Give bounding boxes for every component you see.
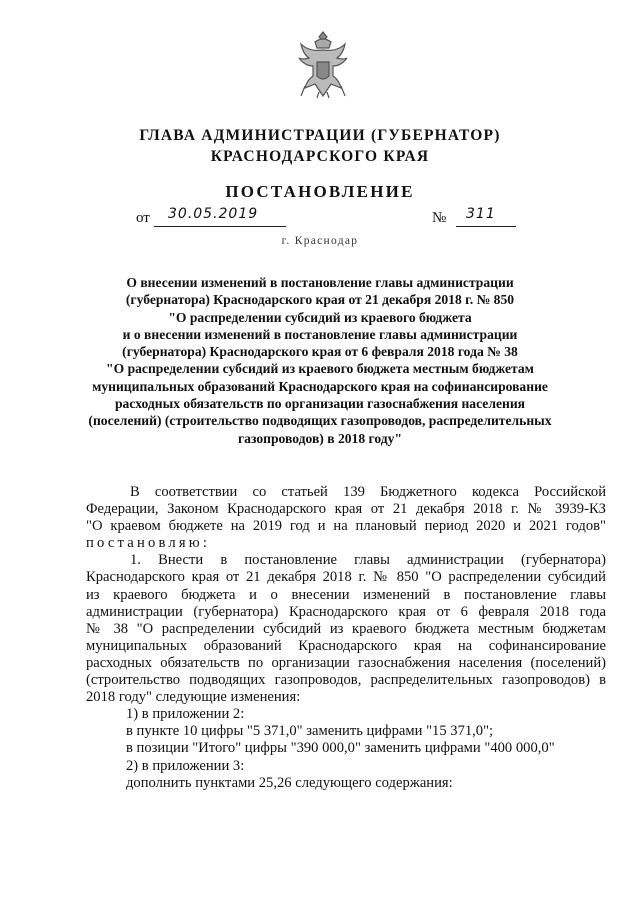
item-line: из краевого бюджета и о внесении изменений в постановление главы bbox=[86, 586, 606, 603]
title-line: "О распределении субсидий из краевого бюджета bbox=[168, 309, 472, 325]
subitem-1a: в пункте 10 цифры "5 371,0" заменить цифрами "15 371,0"; bbox=[126, 723, 494, 740]
document-title bbox=[80, 274, 560, 447]
document-type-heading: ПОСТАНОВЛЕНИЕ bbox=[225, 182, 415, 201]
title-line: (губернатора) Краснодарского края от 21 декабря 2018 г. № 850 bbox=[125, 292, 515, 308]
item-line: (строительство подводящих газопроводов, распределительных газопроводов) в bbox=[86, 672, 606, 689]
subitem-2a: дополнить пунктами 25,26 следующего содержания: bbox=[126, 774, 453, 791]
title-line: расходных обязательств по организации газоснабжения населения bbox=[114, 396, 526, 412]
item-line: № 38 "О распределении субсидий из краевого бюджета местным бюджетам bbox=[86, 620, 606, 637]
item-line: Краснодарского края от 21 декабря 2018 г. № 850 "О распределении субсидий bbox=[86, 569, 606, 586]
coat-of-arms-emblem bbox=[297, 30, 349, 100]
title-line: "О распределении субсидий из краевого бюджета местным бюджетам bbox=[106, 361, 534, 377]
title-line: и о внесении изменений в постановление главы администрации bbox=[122, 326, 518, 342]
number-underline bbox=[456, 226, 516, 227]
paragraph-line: Федерации, Законом Краснодарского края от 21 декабря 2018 г. № 3939-КЗ bbox=[86, 501, 606, 518]
title-line: О внесении изменений в постановление главы администрации bbox=[126, 275, 514, 290]
item-line: 2018 году" следующие изменения: bbox=[86, 689, 301, 706]
subitem-2: 2) в приложении 3: bbox=[126, 757, 245, 774]
document-date: 30.05.2019 bbox=[168, 206, 259, 222]
authority-heading-line2: КРАСНОДАРСКОГО КРАЯ bbox=[210, 148, 430, 165]
title-line: (губернатора) Краснодарского края от 6 февраля 2018 года № 38 bbox=[122, 344, 518, 360]
subitem-1: 1) в приложении 2: bbox=[126, 706, 245, 723]
city-name: г. Краснодар bbox=[281, 235, 359, 247]
date-underline bbox=[154, 226, 286, 227]
paragraph-line: "О краевом бюджете на 2019 год и на плановый период 2020 и 2021 годов" bbox=[86, 518, 606, 535]
title-line: газопроводов) в 2018 году" bbox=[237, 430, 403, 446]
date-label: от bbox=[136, 210, 150, 226]
item-line: 1. Внести в постановление главы администрации (губернатора) bbox=[130, 552, 606, 569]
authority-heading-line1: ГЛАВА АДМИНИСТРАЦИИ (ГУБЕРНАТОР) bbox=[139, 127, 501, 144]
item-line: администрации (губернатора) Краснодарского края от 6 февраля 2018 года bbox=[86, 603, 606, 620]
item-line: расходных обязательств по организации газоснабжения населения (поселений) bbox=[86, 654, 606, 671]
title-line: (поселений) (строительство подводящих газопроводов, распределительных bbox=[88, 413, 552, 429]
subitem-1b: в позиции "Итого" цифры "390 000,0" заменить цифрами "400 000,0" bbox=[126, 740, 555, 757]
number-label: № bbox=[432, 210, 447, 226]
date-number-row bbox=[136, 206, 516, 232]
document-body bbox=[86, 484, 606, 792]
title-line: муниципальных образований Краснодарского края на софинансирование bbox=[92, 378, 548, 394]
item-line: муниципальных образований Краснодарского края на софинансирование bbox=[86, 637, 606, 654]
decree-word: постановляю: bbox=[86, 535, 211, 552]
document-number: 311 bbox=[466, 206, 496, 222]
paragraph-line: В соответствии со статьей 139 Бюджетного кодекса Российской bbox=[130, 484, 606, 500]
